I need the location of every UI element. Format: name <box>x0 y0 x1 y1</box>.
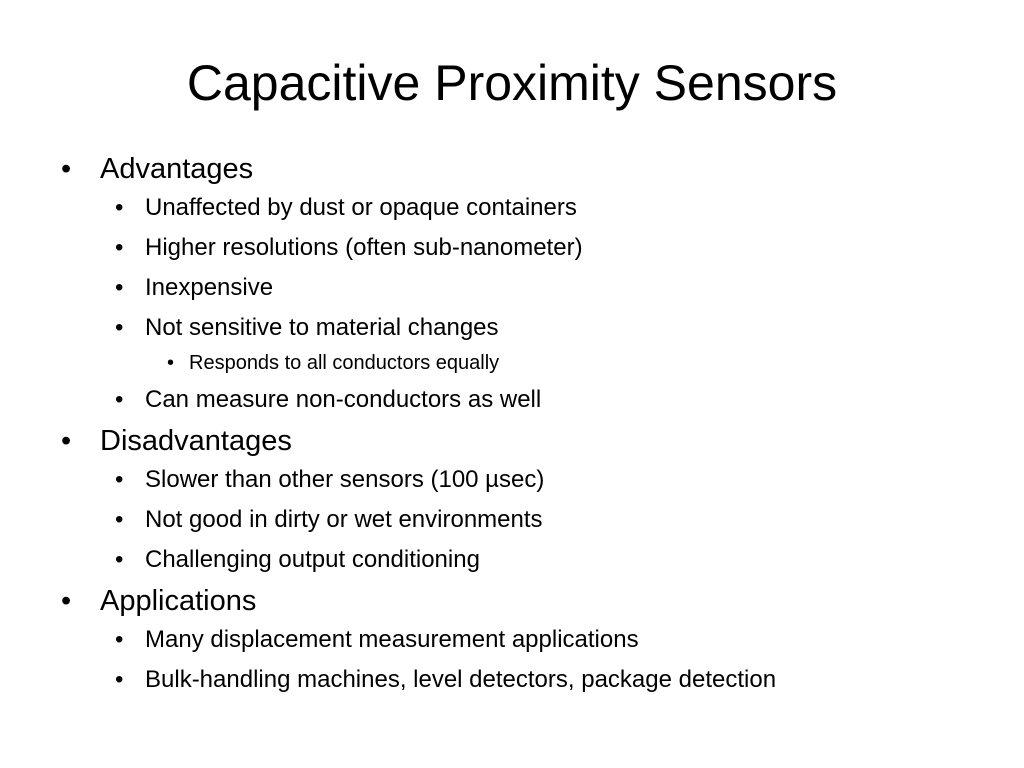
list-item-text: Not good in dirty or wet environments <box>145 506 543 533</box>
list-item <box>58 272 988 304</box>
list-item-text: Slower than other sensors (100 µsec) <box>145 466 545 493</box>
section-heading-applications <box>58 582 988 620</box>
bullet-icon: • <box>115 626 124 653</box>
sub-list-item <box>58 350 988 376</box>
list-item <box>58 464 988 496</box>
section-heading-disadvantages <box>58 422 988 460</box>
list-item-text: Bulk-handling machines, level detectors, package detection <box>145 666 777 693</box>
section-heading-advantages <box>58 150 988 188</box>
list-item <box>58 384 988 416</box>
bullet-list <box>58 148 988 696</box>
list-item <box>58 312 988 344</box>
slide-title: Capacitive Proximity Sensors <box>186 55 838 111</box>
bullet-icon: • <box>115 194 124 221</box>
list-item <box>58 504 988 536</box>
list-item-text: Not sensitive to material changes <box>145 314 499 341</box>
list-item-text: Inexpensive <box>145 274 274 301</box>
bullet-icon: • <box>115 234 124 261</box>
list-item-text: Challenging output conditioning <box>145 546 480 573</box>
section-heading-label: Applications <box>100 585 257 617</box>
bullet-icon: • <box>115 666 124 693</box>
bullet-icon: • <box>115 386 124 413</box>
list-item <box>58 664 988 696</box>
bullet-icon: • <box>61 425 72 457</box>
section-heading-label: Advantages <box>100 153 254 185</box>
section-heading-label: Disadvantages <box>100 425 292 457</box>
list-item <box>58 544 988 576</box>
list-item-text: Can measure non-conductors as well <box>145 386 542 413</box>
bullet-icon: • <box>115 274 124 301</box>
bullet-icon: • <box>115 314 124 341</box>
list-item <box>58 624 988 656</box>
list-item-text: Higher resolutions (often sub-nanometer) <box>145 234 583 261</box>
bullet-icon: • <box>167 352 175 374</box>
bullet-icon: • <box>61 153 72 185</box>
bullet-icon: • <box>115 506 124 533</box>
bullet-icon: • <box>115 466 124 493</box>
list-item-text: Many displacement measurement applications <box>145 626 639 653</box>
bullet-icon: • <box>61 585 72 617</box>
sub-list-item-text: Responds to all conductors equally <box>189 352 500 374</box>
list-item <box>58 192 988 224</box>
bullet-icon: • <box>115 546 124 573</box>
list-item <box>58 232 988 264</box>
list-item-text: Unaffected by dust or opaque containers <box>145 194 577 221</box>
